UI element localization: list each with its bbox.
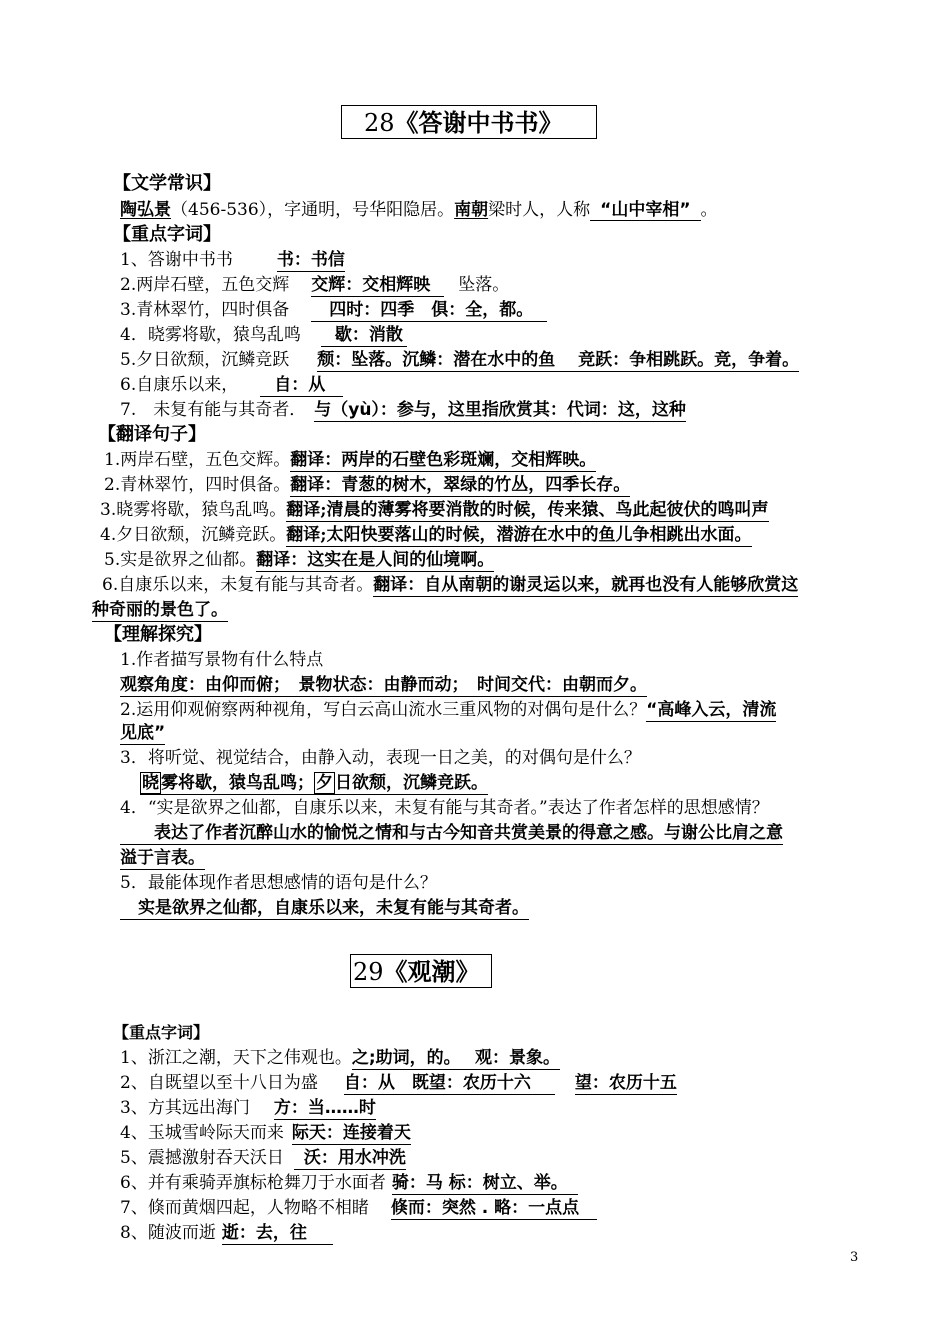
explore-a3: 晓 雾将歇，猿鸟乱鸣； 夕 日欲颓，沉鳞竞跃。	[142, 773, 488, 793]
explore-a1: 观察角度：由仰而俯； 景物状态：由静而动； 时间交代：由朝而夕。	[120, 675, 647, 695]
section-28-title: 28《答谢中书书》	[341, 105, 597, 139]
key-item: 7. 未复有能与其奇者． 与（yù）：参与，这里指欣赏其：代词：这，这种	[120, 400, 686, 420]
explore-q5: 5．最能体现作者思想感情的语句是什么？	[120, 873, 437, 893]
key-item: 5.夕日欲颓，沉鳞竞跃 颓：坠落。沉鳞：潜在水中的鱼 竞跃：争相跳跃。竞，争着。	[120, 350, 800, 370]
key-header-29: 【重点字词】	[113, 1023, 210, 1042]
key-item: 2.两岸石壁，五色交辉 交辉：交相辉映 坠落。	[120, 275, 510, 295]
trans-item: 4.夕日欲颓，沉鳞竞跃。翻译;太阳快要落山的时候，潜游在水中的鱼儿争相跳出水面。	[100, 525, 752, 545]
key-item: 5、震撼激射吞天沃日 沃：用水冲洗	[120, 1148, 406, 1168]
key-item: 1、答谢中书书 书：书信	[120, 250, 345, 270]
key-item: 2、自既望以至十八日为盛 自：从 既望：农历十六 望：农历十五	[120, 1073, 677, 1093]
key-item: 3、方其远出海门 方：当……时	[120, 1098, 376, 1118]
explore-q2: 2.运用仰观俯察两种视角，写白云高山流水三重风物的对偶句是什么？“高峰入云，清流	[120, 700, 777, 720]
explore-a5: 实是欲界之仙都，自康乐以来，未复有能与其奇者。	[120, 896, 529, 920]
key-item: 6.自康乐以来， 自：从	[120, 373, 343, 397]
key-item: 6、并有乘骑弄旗标枪舞刀于水面者 骑：马 标：树立、举。	[120, 1171, 578, 1195]
explore-q4: 4．“实是欲界之仙都，自康乐以来，未复有能与其奇者。”表达了作者怎样的思想感情？	[120, 798, 769, 818]
key-item: 4、玉城雪岭际天而来 际天：连接着天	[120, 1123, 411, 1143]
trans-header: 【翻译句子】	[98, 424, 206, 445]
key-item: 4．晓雾将歇，猿鸟乱鸣 歇：消散	[120, 323, 407, 347]
trans-item-cont: 种奇丽的景色了。	[92, 600, 228, 620]
page-number: 3	[850, 1250, 859, 1265]
trans-item: 1.两岸石壁，五色交辉。翻译：两岸的石壁色彩斑斓，交相辉映。	[104, 450, 597, 470]
explore-a4: 表达了作者沉醉山水的愉悦之情和与古今知音共赏美景的得意之感。与谢公比肩之意	[120, 821, 783, 845]
key-item: 1、浙江之潮，天下之伟观也。之;助词，的。 观：景象。	[120, 1048, 561, 1068]
key-header: 【重点字词】	[113, 224, 221, 245]
trans-item: 2.青林翠竹，四时俱备。翻译：青葱的树木，翠绿的竹丛，四季长存。	[104, 475, 631, 495]
section-29-title: 29《观潮》	[350, 954, 492, 988]
trans-item: 3.晓雾将歇，猿鸟乱鸣。翻译;清晨的薄雾将要消散的时候，传来猿、鸟此起彼伏的鸣叫声	[100, 500, 769, 520]
trans-item: 6.自康乐以来，未复有能与其奇者。翻译：自从南朝的谢灵运以来，就再也没有人能够欣赏这	[102, 575, 799, 595]
lit-line: 陶弘景（456-536），字通明，号华阳隐居。南朝梁时人，人称 “山中宰相” 。	[120, 200, 718, 220]
key-item: 3.青林翠竹，四时俱备 四时：四季 俱：全，都。	[120, 298, 547, 322]
explore-a2-cont: 见底”	[120, 723, 166, 743]
key-item: 7、倏而黄烟四起，人物略不相睹 倏而：突然 . 略：一点点	[120, 1196, 597, 1220]
trans-item: 5.实是欲界之仙都。翻译：这实在是人间的仙境啊。	[104, 550, 495, 570]
explore-a4-cont: 溢于言表。	[120, 848, 205, 868]
explore-q3: 3．将听觉、视觉结合，由静入动，表现一日之美，的对偶句是什么？	[120, 748, 641, 768]
key-item: 8、随波而逝 逝：去，往	[120, 1221, 333, 1245]
explore-header: 【理解探究】	[104, 624, 212, 645]
explore-q1: 1.作者描写景物有什么特点	[120, 650, 324, 670]
lit-header: 【文学常识】	[113, 173, 221, 194]
